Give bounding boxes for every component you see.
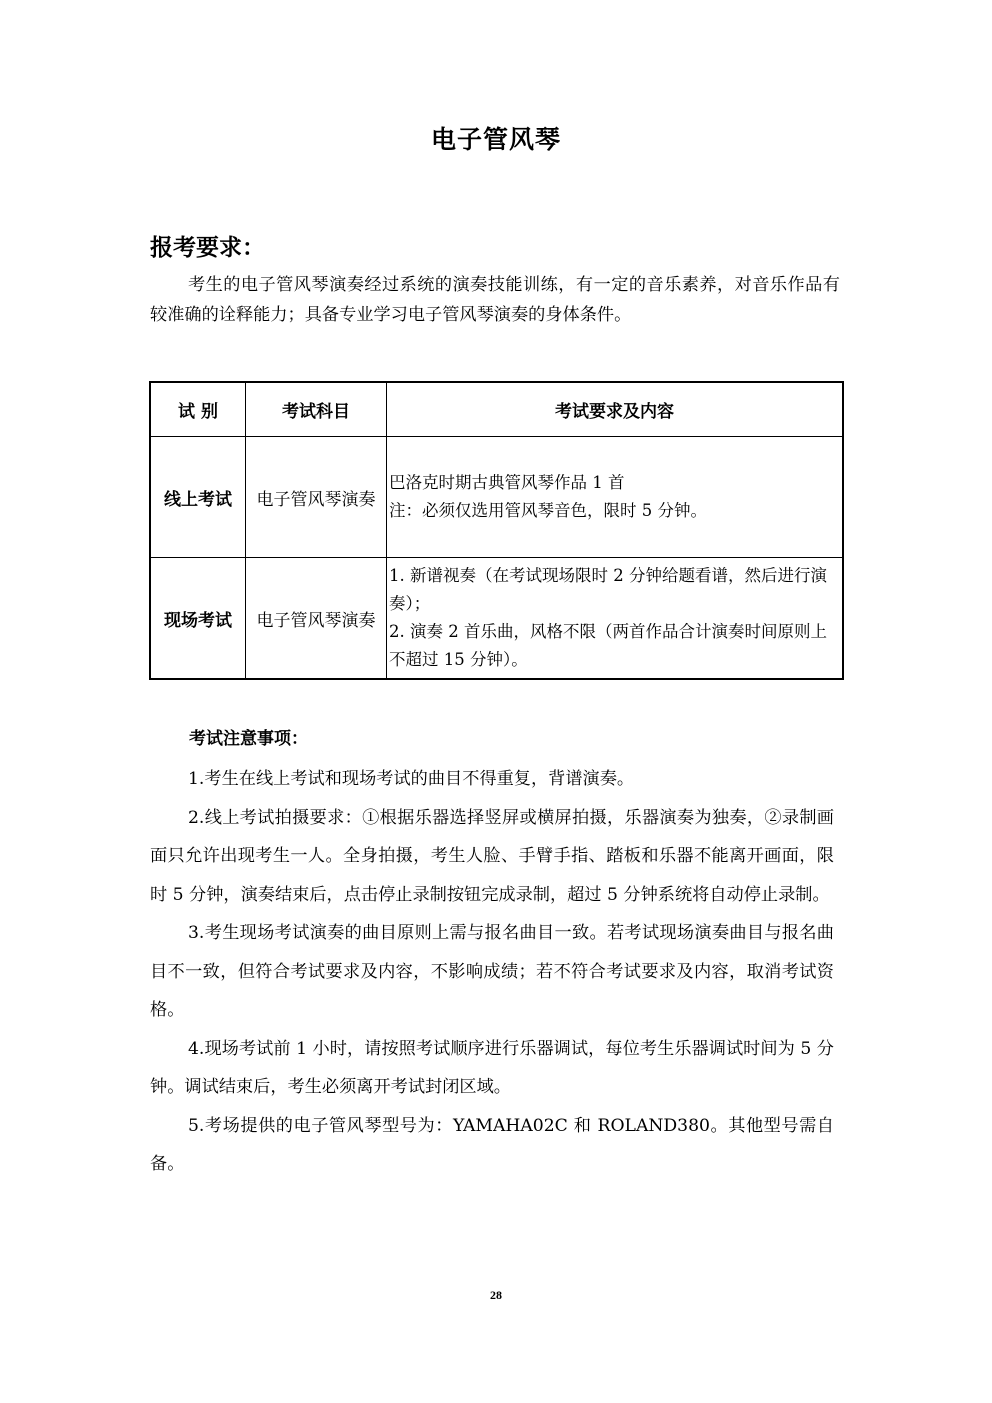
exam-subject-cell: 电子管风琴演奏 [246, 558, 387, 680]
table-header-row [150, 382, 843, 437]
requirements-text: 考生的电子管风琴演奏经过系统的演奏技能训练，有一定的音乐素养，对音乐作品有较准确的诠释能力；具备专业学习电子管风琴演奏的身体条件。 [150, 275, 840, 325]
content-line: 巴洛克时期古典管风琴作品 1 首 [389, 473, 625, 492]
notes-list [150, 760, 834, 1184]
header-exam-subject: 考试科目 [246, 382, 387, 437]
note-item: 2.线上考试拍摄要求：①根据乐器选择竖屏或横屏拍摄，乐器演奏为独奏，②录制画面只允许出现考生一人。全身拍摄，考生人脸、手臂手指、踏板和乐器不能离开画面，限时 5 分钟，演奏结束后，点击停止录制按钮完成录制，超过 5 分钟系统将自动停止录制。 [150, 807, 834, 905]
note-item: 4.现场考试前 1 小时，请按照考试顺序进行乐器调试，每位考生乐器调试时间为 5 分钟。调试结束后，考生必须离开考试封闭区域。 [150, 1038, 834, 1097]
exam-content-cell [387, 437, 844, 558]
notes-heading: 考试注意事项： [189, 729, 308, 749]
note-item: 1.考生在线上考试和现场考试的曲目不得重复，背谱演奏。 [188, 769, 635, 789]
exam-type-cell: 现场考试 [150, 558, 246, 680]
content-line: 2. 演奏 2 首乐曲，风格不限（两首作品合计演奏时间原则上不超过 15 分钟）。 [389, 622, 827, 669]
table-row [150, 437, 843, 558]
exam-subject-cell: 电子管风琴演奏 [246, 437, 387, 558]
note-item: 3.考生现场考试演奏的曲目原则上需与报名曲目一致。若考试现场演奏曲目与报名曲目不一致，但符合考试要求及内容，不影响成绩；若不符合考试要求及内容，取消考试资格。 [150, 923, 834, 1020]
exam-table [149, 381, 844, 680]
exam-type-cell: 线上考试 [150, 437, 246, 558]
page-number: 28 [490, 1288, 502, 1302]
exam-content-cell [387, 558, 844, 680]
note-item: 5.考场提供的电子管风琴型号为：YAMAHA02C 和 ROLAND380。其他型号需自备。 [150, 1115, 834, 1174]
page-title: 电子管风琴 [430, 125, 561, 154]
requirements-heading: 报考要求： [150, 235, 265, 261]
header-exam-content: 考试要求及内容 [387, 382, 844, 437]
content-line: 1. 新谱视奏（在考试现场限时 2 分钟给题看谱，然后进行演奏）； [389, 566, 827, 613]
table-row [150, 558, 843, 680]
header-exam-type: 试 别 [150, 382, 246, 437]
content-line: 注：必须仅选用管风琴音色，限时 5 分钟。 [389, 501, 707, 520]
